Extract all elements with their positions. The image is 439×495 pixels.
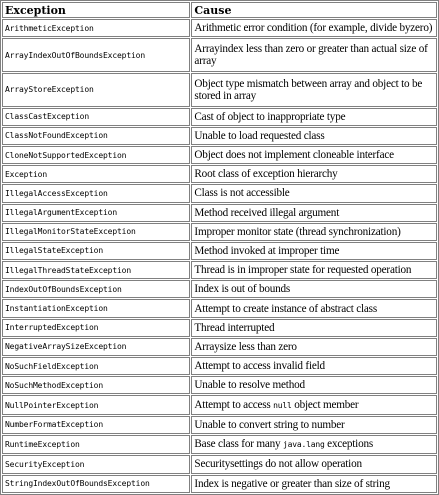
cause-text-after: exceptions <box>324 438 374 451</box>
exception-cause: Securitysettings do not allow operation <box>191 455 437 473</box>
table-row <box>2 242 437 260</box>
exception-name: InterruptedException <box>2 319 190 337</box>
table-row <box>2 299 437 317</box>
exception-cause: Unable to load requested class <box>191 127 437 145</box>
exception-cause: Method invoked at improper time <box>191 242 437 260</box>
exception-name: IllegalStateException <box>2 242 190 260</box>
exception-cause <box>191 435 437 454</box>
exception-cause: Index is negative or greater than size of string <box>191 475 437 493</box>
table-row <box>2 204 437 222</box>
exception-name: ArrayStoreException <box>2 73 190 107</box>
exception-cause: Arithmetic error condition (for example, divide byzero) <box>191 19 437 37</box>
exception-name: ArithmeticException <box>2 19 190 37</box>
exception-cause: Thread interrupted <box>191 319 437 337</box>
exception-name: ClassCastException <box>2 108 190 126</box>
cause-code-null: null <box>273 400 292 410</box>
cause-text-before: Attempt to access <box>194 398 274 411</box>
exception-name: RuntimeException <box>2 435 190 454</box>
table-row <box>2 73 437 107</box>
exception-cause: Arraysize less than zero <box>191 338 437 356</box>
column-header-cause: Cause <box>191 2 437 18</box>
table-row <box>2 319 437 337</box>
exception-name: NumberFormatException <box>2 416 190 434</box>
table-row <box>2 435 437 454</box>
exception-cause: Root class of exception hierarchy <box>191 165 437 183</box>
table-row <box>2 108 437 126</box>
exception-name: StringIndexOutOfBoundsException <box>2 475 190 493</box>
exception-name: InstantiationException <box>2 299 190 317</box>
exception-name: IllegalMonitorStateException <box>2 223 190 241</box>
exception-name: CloneNotSupportedException <box>2 146 190 164</box>
exception-cause: Index is out of bounds <box>191 280 437 298</box>
exception-name: ClassNotFoundException <box>2 127 190 145</box>
table-row <box>2 475 437 493</box>
exception-cause: Class is not accessible <box>191 184 437 202</box>
exception-name: NullPointerException <box>2 395 190 414</box>
exception-name: SecurityException <box>2 455 190 473</box>
table-row <box>2 357 437 375</box>
table-row <box>2 416 437 434</box>
table-row <box>2 223 437 241</box>
exception-cause: Object does not implement cloneable interface <box>191 146 437 164</box>
exception-name: Exception <box>2 165 190 183</box>
table-row <box>2 261 437 279</box>
table-row <box>2 280 437 298</box>
column-header-exception: Exception <box>2 2 190 18</box>
exception-cause <box>191 395 437 414</box>
table-row <box>2 146 437 164</box>
exception-name: IllegalAccessException <box>2 184 190 202</box>
table-row <box>2 165 437 183</box>
table-header-row <box>2 2 437 18</box>
exception-cause: Method received illegal argument <box>191 204 437 222</box>
exception-name: NoSuchMethodException <box>2 376 190 394</box>
table-row <box>2 395 437 414</box>
exception-cause: Unable to convert string to number <box>191 416 437 434</box>
exception-cause: Unable to resolve method <box>191 376 437 394</box>
table-row <box>2 376 437 394</box>
table-row <box>2 455 437 473</box>
table-row <box>2 127 437 145</box>
exception-name: IllegalThreadStateException <box>2 261 190 279</box>
exception-cause: Object type mismatch between array and object to be stored in array <box>191 73 437 107</box>
exception-name: ArrayIndexOutOfBoundsException <box>2 38 190 72</box>
exception-cause: Attempt to access invalid field <box>191 357 437 375</box>
exception-cause: Improper monitor state (thread synchronization) <box>191 223 437 241</box>
exception-cause: Attempt to create instance of abstract class <box>191 299 437 317</box>
cause-text-after: object member <box>291 398 359 411</box>
exception-cause: Cast of object to inappropriate type <box>191 108 437 126</box>
table-row <box>2 19 437 37</box>
exception-name: NoSuchFieldException <box>2 357 190 375</box>
table-row <box>2 38 437 72</box>
exception-cause: Thread is in improper state for requested operation <box>191 261 437 279</box>
exception-name: NegativeArraySizeException <box>2 338 190 356</box>
table-row <box>2 184 437 202</box>
cause-text-before: Base class for many <box>194 438 284 451</box>
cause-code-java-lang: java.lang <box>283 440 325 450</box>
exception-name: IndexOutOfBoundsException <box>2 280 190 298</box>
table-row <box>2 338 437 356</box>
exception-name: IllegalArgumentException <box>2 204 190 222</box>
exception-cause: Arrayindex less than zero or greater than actual size of array <box>191 38 437 72</box>
